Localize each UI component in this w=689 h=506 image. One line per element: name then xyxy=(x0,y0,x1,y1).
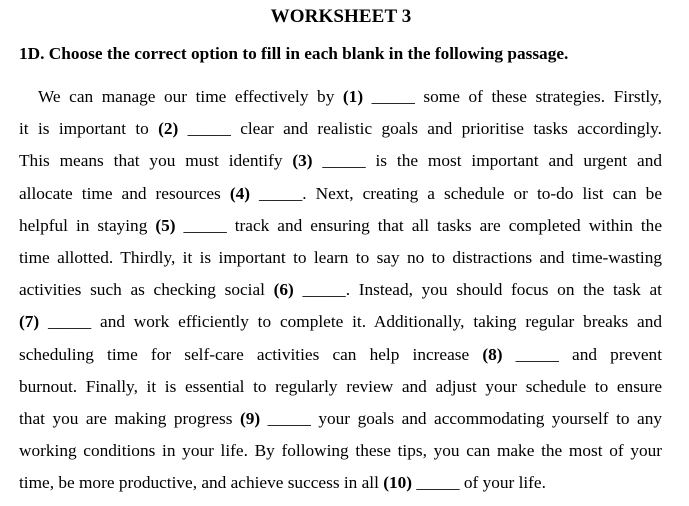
passage-line xyxy=(19,85,662,117)
passage-text: _____ some of these strategies. Firstly, xyxy=(363,87,663,106)
blank-number: (9) xyxy=(239,408,261,428)
passage-text: _____ track and ensuring that all tasks are completed within the xyxy=(175,215,662,235)
passage-line xyxy=(19,407,662,439)
passage-text: it is important to xyxy=(19,119,159,139)
blank-number: (2) xyxy=(158,119,179,139)
passage-text: time allotted. Thirdly, it is important to learn to say no to distractions and time-wasting xyxy=(19,247,662,267)
passage-text: _____ your goals and accommodating yourself to any xyxy=(260,408,663,428)
passage-line xyxy=(19,246,662,278)
passage-text: burnout. Finally, it is essential to regularly review and adjust your schedule to ensure xyxy=(19,376,662,396)
blank-number: (7) xyxy=(19,312,40,332)
passage-text: _____ and work efficiently to complete it. Additionally, taking regular breaks and xyxy=(39,312,662,332)
passage-text: time, be more productive, and achieve success in all xyxy=(19,473,384,493)
passage-text: activities such as checking social xyxy=(19,280,274,300)
passage-text: _____ and prevent xyxy=(502,344,662,364)
blank-number: (6) xyxy=(273,280,294,300)
passage-text: This means that you must identify xyxy=(19,151,293,171)
blank-number: (4) xyxy=(229,183,250,203)
passage-line xyxy=(19,278,662,310)
passage-line xyxy=(19,310,662,342)
passage-text: allocate time and resources xyxy=(19,183,230,203)
passage-text: helpful in staying xyxy=(19,215,156,235)
blank-number: (5) xyxy=(155,215,176,235)
passage-text: _____ is the most important and urgent and xyxy=(312,151,662,171)
blank-number: (8) xyxy=(482,344,503,364)
passage-text: that you are making progress xyxy=(19,408,240,428)
worksheet-title: WORKSHEET 3 xyxy=(270,6,412,27)
passage-text: _____. Instead, you should focus on the task at xyxy=(293,280,662,300)
exercise-instruction: 1D. Choose the correct option to fill in each blank in the following passage. xyxy=(19,44,569,63)
passage-text: We can manage our time effectively by xyxy=(38,87,343,106)
passage-line xyxy=(19,149,662,181)
blank-number: (1) xyxy=(342,87,364,106)
passage-text: _____ of your life. xyxy=(412,473,546,493)
blank-number: (10) xyxy=(383,473,413,493)
passage-text: working conditions in your life. By following these tips, you can make the most of your xyxy=(19,441,662,461)
passage-line xyxy=(19,214,662,246)
passage-text: scheduling time for self-care activities can help increase xyxy=(19,344,483,364)
passage-line xyxy=(19,375,662,407)
passage-line xyxy=(19,182,662,214)
blank-number: (3) xyxy=(292,151,313,171)
reading-passage xyxy=(19,85,662,503)
passage-line xyxy=(19,117,662,149)
passage-line xyxy=(19,343,662,375)
passage-text: _____ clear and realistic goals and prioritise tasks accordingly. xyxy=(178,119,663,139)
passage-line xyxy=(19,439,662,471)
passage-text: _____. Next, creating a schedule or to-do list can be xyxy=(250,183,662,203)
passage-line xyxy=(19,471,662,503)
